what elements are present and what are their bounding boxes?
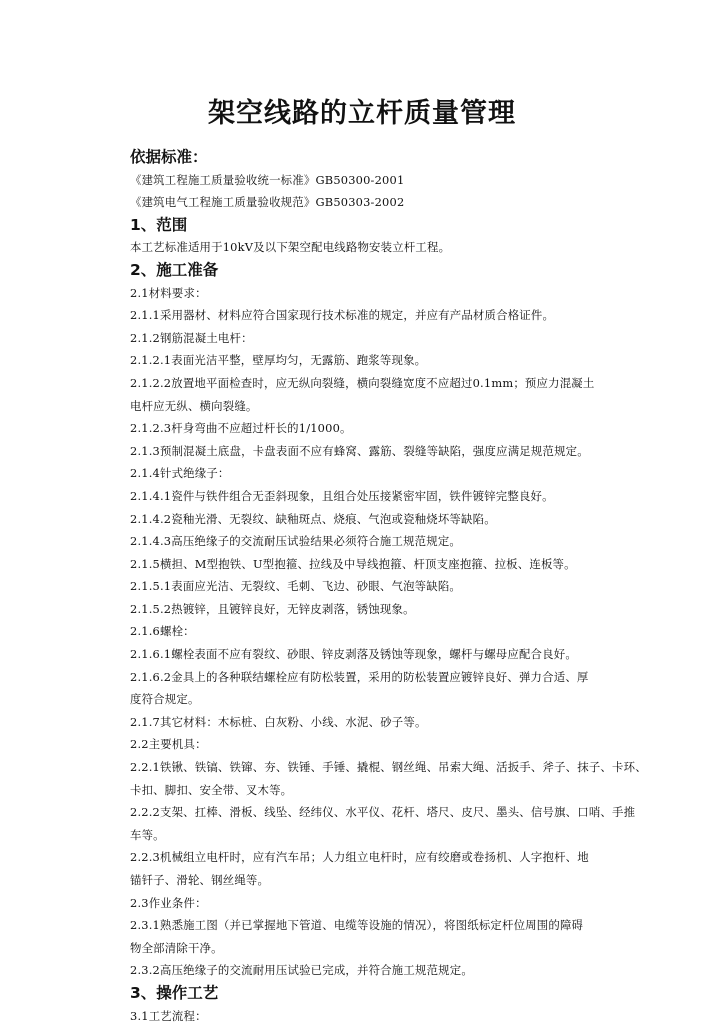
section-heading: 依据标准：: [130, 148, 208, 166]
paragraph-line: 2.2.2支架、扛棒、滑板、线坠、经纬仪、水平仪、花杆、塔尺、皮尺、墨头、信号旗、口哨、手推: [130, 805, 636, 820]
paragraph-line: 锚钎子、滑轮、钢丝绳等。: [130, 873, 270, 887]
paragraph-line: 2.1.2.1表面光洁平整，壁厚均匀，无露筋、跑浆等现象。: [130, 353, 427, 368]
paragraph-line: 2.1.2.2放置地平面检查时，应无纵向裂缝，横向裂缝宽度不应超过0.1mm；预应力混凝土: [130, 375, 595, 390]
paragraph-line: 2.1材料要求：: [130, 285, 207, 300]
paragraph-line: 2.1.4.1瓷件与铁件组合无歪斜现象，且组合处压接紧密牢固，铁件镀锌完整良好。: [130, 488, 554, 503]
paragraph-line: 本工艺标准适用于10kV及以下架空配电线路物安装立杆工程。: [130, 240, 451, 255]
paragraph-line: 度符合规定。: [130, 692, 200, 707]
paragraph-line: 2.1.3预制混凝土底盘，卡盘表面不应有蜂窝、露筋、裂缝等缺陷，强度应满足规范规定。: [130, 443, 589, 458]
paragraph-line: 电杆应无纵、横向裂缝。: [130, 398, 258, 413]
paragraph-line: 2.1.6.2金具上的各种联结螺栓应有防松装置，采用的防松装置应镀锌良好、弹力合适、厚: [130, 669, 589, 684]
paragraph-line: 2.1.7其它材料：木标桩、白灰粉、小线、水泥、砂子等。: [130, 714, 427, 729]
section-heading: 3、操作工艺: [130, 983, 219, 1002]
paragraph-line: 《建筑工程施工质量验收统一标准》GB50300-2001: [130, 172, 405, 187]
paragraph-line: 2.1.4针式绝缘子：: [130, 466, 230, 481]
paragraph-line: 2.2主要机具：: [130, 737, 207, 752]
document-body: [130, 146, 648, 1027]
paragraph-line: 2.1.5.2热镀锌，且镀锌良好，无锌皮剥落，锈蚀现象。: [130, 601, 415, 616]
paragraph-line: 2.1.5.1表面应光洁、无裂纹、毛刺、飞边、砂眼、气泡等缺陷。: [130, 579, 462, 594]
paragraph-line: 车等。: [130, 827, 165, 842]
paragraph-line: 2.3.2高压绝缘子的交流耐用压试验已完成，并符合施工规范规定。: [130, 963, 473, 978]
paragraph-line: 卡扣、脚扣、安全带、叉木等。: [130, 782, 293, 797]
section-heading: 2、施工准备: [130, 260, 219, 279]
paragraph-line: 2.1.2钢筋混凝土电杆：: [130, 330, 253, 345]
paragraph-line: 2.1.1采用器材、材料应符合国家现行技术标准的规定，并应有产品材质合格证件。: [130, 308, 555, 323]
paragraph-line: 《建筑电气工程施工质量验收规范》GB50303-2002: [130, 195, 405, 210]
paragraph-line: 2.2.3机械组立电杆时，应有汽车吊；人力组立电杆时，应有绞磨或卷扬机、人字抱杆、地: [130, 850, 589, 865]
paragraph-line: 2.1.6螺栓：: [130, 624, 195, 639]
paragraph-line: 2.1.2.3杆身弯曲不应超过杆长的1/1000。: [130, 421, 352, 436]
paragraph-line: 2.2.1铁锹、铁镐、铁镩、夯、铁锤、手锤、撬棍、钢丝绳、吊索大绳、活扳手、斧子、抹子、卡环、: [130, 760, 647, 775]
paragraph-line: 3.1工艺流程：: [130, 1008, 207, 1023]
document-title: 架空线路的立杆质量管理: [208, 98, 516, 129]
paragraph-line: 2.1.4.3高压绝缘子的交流耐压试验结果必须符合施工规范规定。: [130, 534, 462, 549]
section-heading: 1、范围: [130, 215, 188, 234]
paragraph-line: 2.1.4.2瓷釉光滑、无裂纹、缺釉斑点、烧痕、气泡或瓷釉烧坏等缺陷。: [130, 511, 496, 526]
paragraph-line: 2.3作业条件：: [130, 895, 207, 910]
paragraph-line: 2.1.5横担、M型抱铁、U型抱箍、拉线及中导线抱箍、杆顶支座抱箍、拉板、连板等。: [130, 556, 576, 571]
paragraph-line: 2.1.6.1螺栓表面不应有裂纹、砂眼、锌皮剥落及锈蚀等现象，螺杆与螺母应配合良好。: [130, 647, 577, 662]
paragraph-line: 物全部清除干净。: [130, 940, 223, 955]
paragraph-line: 2.3.1熟悉施工图（并已掌握地下管道、电缆等设施的情况），将图纸标定杆位周围的障碍: [130, 918, 584, 933]
